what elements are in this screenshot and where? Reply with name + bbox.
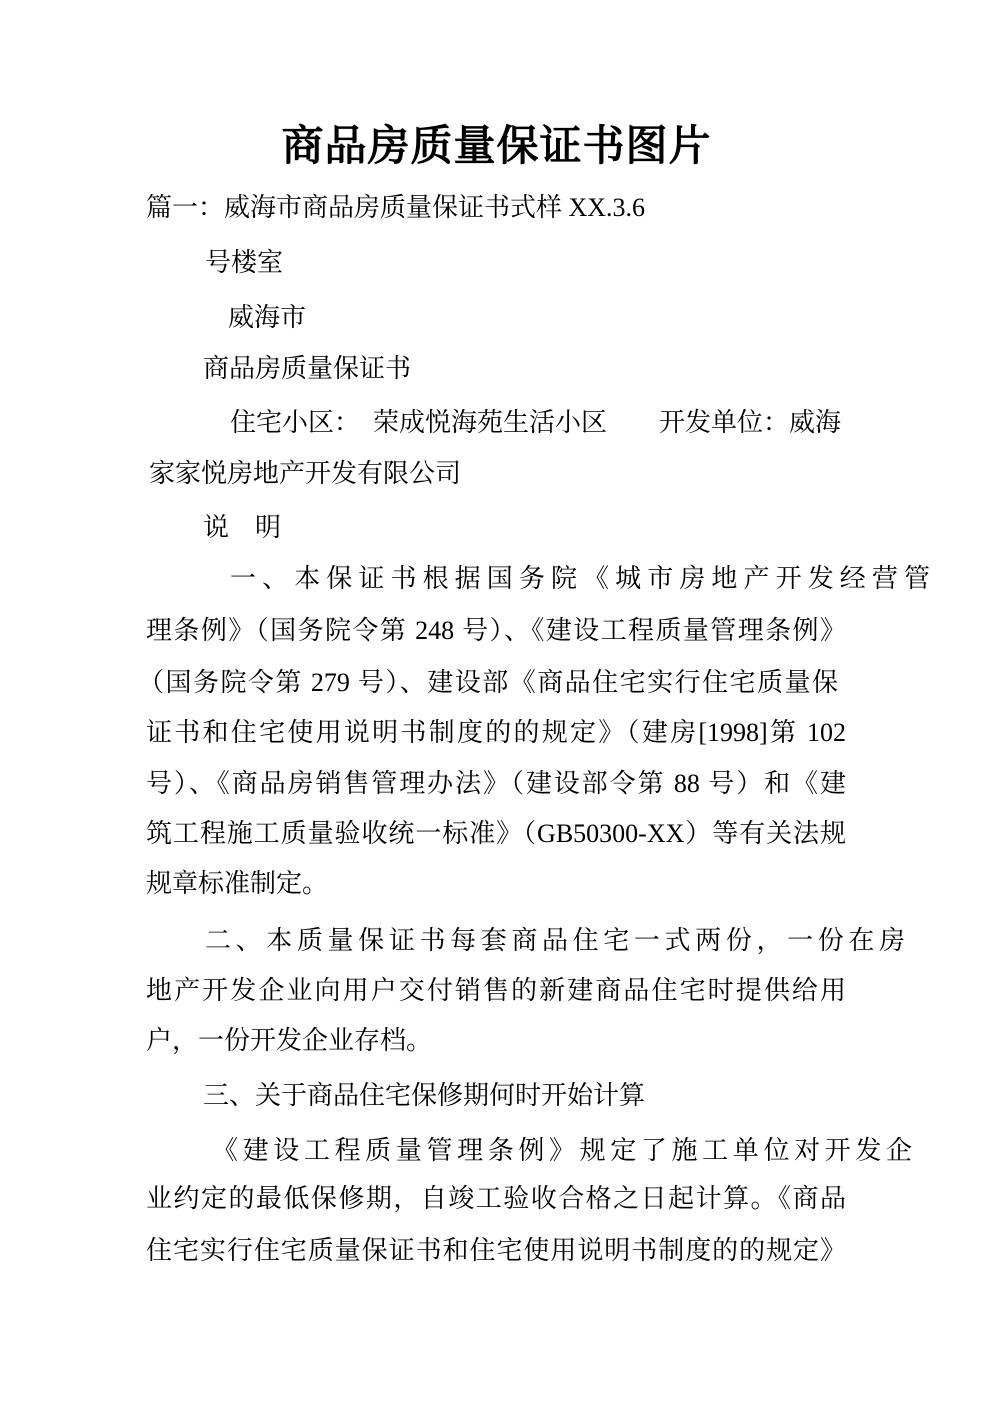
document-line: 证书和住宅使用说明书制度的的规定》（建房[1998]第 102 — [146, 718, 846, 747]
document-line: 家家悦房地产开发有限公司 — [149, 459, 462, 488]
document-line: 理条例》（国务院令第 248 号）、《建设工程质量管理条例》 — [146, 616, 846, 645]
document-line: 号楼室 — [205, 248, 284, 277]
document-line: 二、本质量保证书每套商品住宅一式两份，一份在房 — [205, 926, 905, 955]
document-line: 地产开发企业向用户交付销售的新建商品住宅时提供给用 — [146, 976, 846, 1005]
document-line: 筑工程施工质量验收统一标准》（GB50300-XX）等有关法规 — [146, 819, 846, 848]
document-line: 威海市 — [228, 303, 307, 332]
document-line: 一、本保证书根据国务院《城市房地产开发经营管 — [230, 564, 930, 593]
document-line: （国务院令第 279 号）、建设部《商品住宅实行住宅质量保 — [138, 668, 838, 697]
document-line: 《建设工程质量管理条例》规定了施工单位对开发企 — [212, 1136, 912, 1165]
document-title: 商品房质量保证书图片 — [281, 124, 712, 170]
document-line: 三、关于商品住宅保修期何时开始计算 — [203, 1081, 646, 1110]
document-line: 说 明 — [203, 513, 282, 542]
document-line: 篇一：威海市商品房质量保证书式样 XX.3.6 — [146, 193, 646, 222]
document-line: 业约定的最低保修期，自竣工验收合格之日起计算。《商品 — [146, 1184, 846, 1213]
document-line: 商品房质量保证书 — [203, 354, 412, 383]
document-line: 住宅实行住宅质量保证书和住宅使用说明书制度的的规定》 — [146, 1236, 846, 1265]
document-line: 户，一份开发企业存档。 — [146, 1026, 433, 1055]
document-line: 号）、《商品房销售管理办法》（建设部令第 88 号）和《建 — [146, 769, 846, 798]
document-line: 住宅小区： 荣成悦海苑生活小区 开发单位：威海 — [230, 408, 842, 437]
document-line: 规章标准制定。 — [146, 869, 329, 898]
